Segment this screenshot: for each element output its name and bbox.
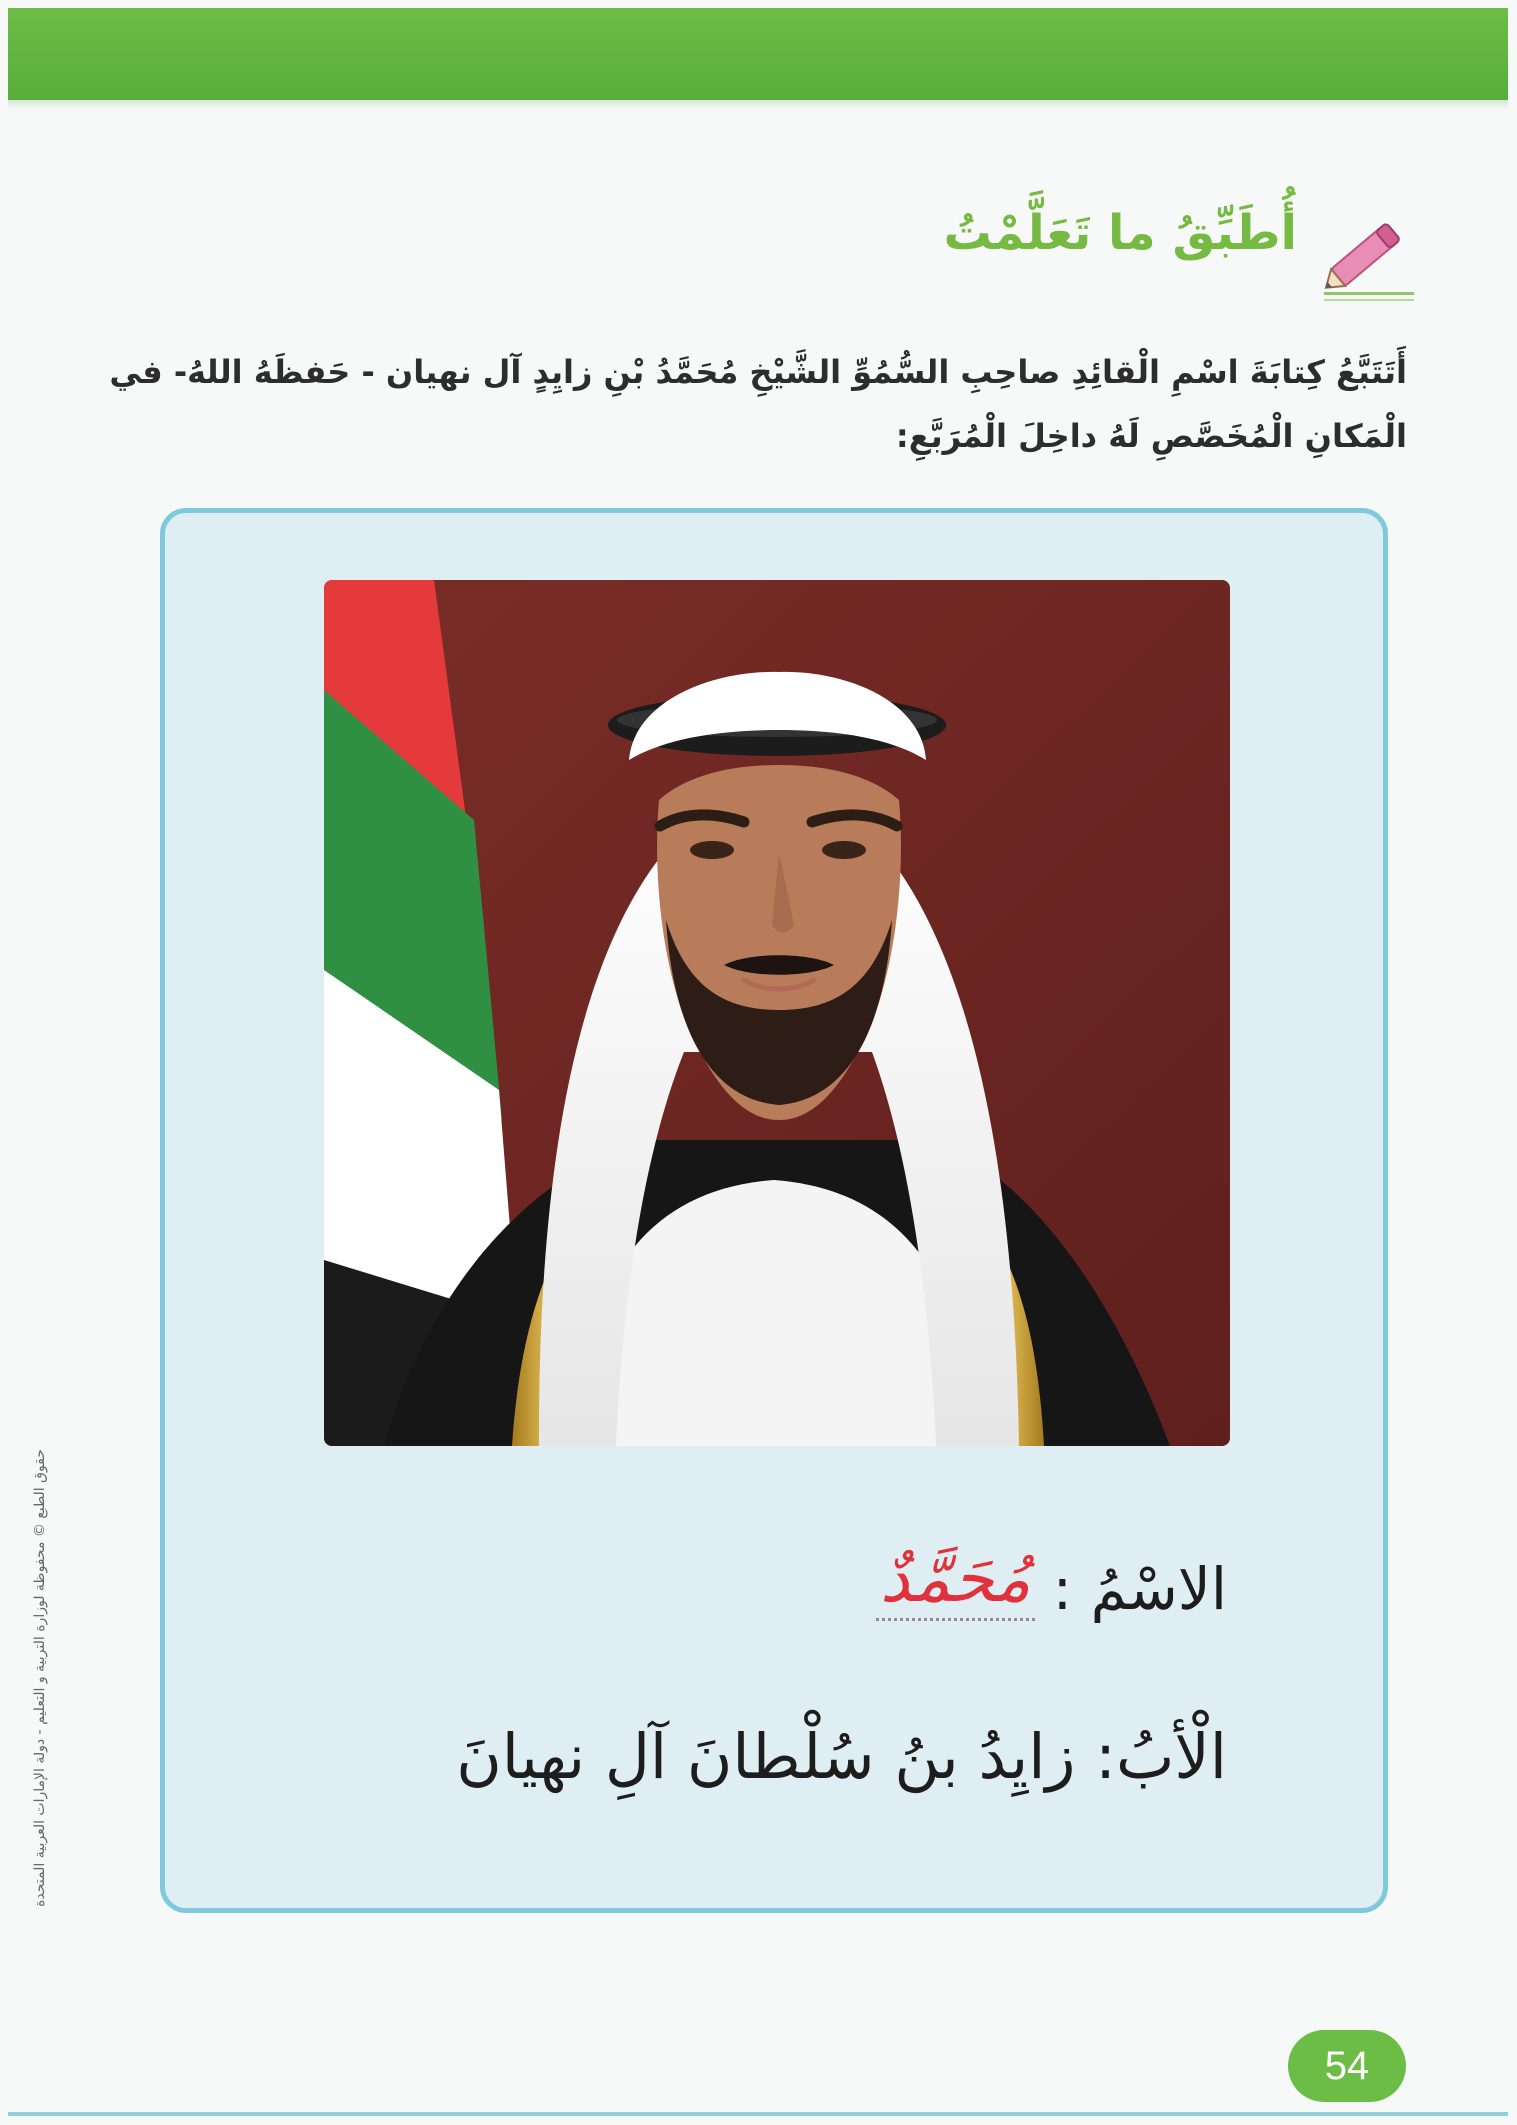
pencil-icon [1310,200,1420,305]
name-line [880,1540,1227,1623]
portrait-photo [324,580,1230,1446]
copyright-note: حقوق الطبع © محفوظة لوزارة التربية و التعليم - دولة الإمارات العربية المتحدة [32,1449,48,1907]
top-green-band [8,8,1508,100]
top-band-shadow [8,100,1508,110]
name-label: الاسْمُ : [1052,1555,1227,1623]
father-name: الْأبُ: زايِدُ بنُ سُلْطانَ آلِ نهيانَ [456,1720,1227,1793]
traced-name: مُحَمَّدٌ [880,1540,1031,1623]
instruction-text: أَتَتَبَّعُ كِتابَةَ اسْمِ الْقائِدِ صاحِبِ السُّمُوِّ الشَّيْخِ مُحَمَّدُ بْنِ زايِدٍ آل نهيان - حَفظَهُ اللهُ- في الْمَكانِ الْمُخَصَّصِ لَهُ داخِلَ الْمُرَبَّعِ: [109,353,1407,455]
page-number: 54 [1288,2030,1406,2102]
bottom-rule [8,2112,1508,2116]
section-title: أُطَبِّقُ ما تَعَلَّمْتُ [943,205,1297,261]
